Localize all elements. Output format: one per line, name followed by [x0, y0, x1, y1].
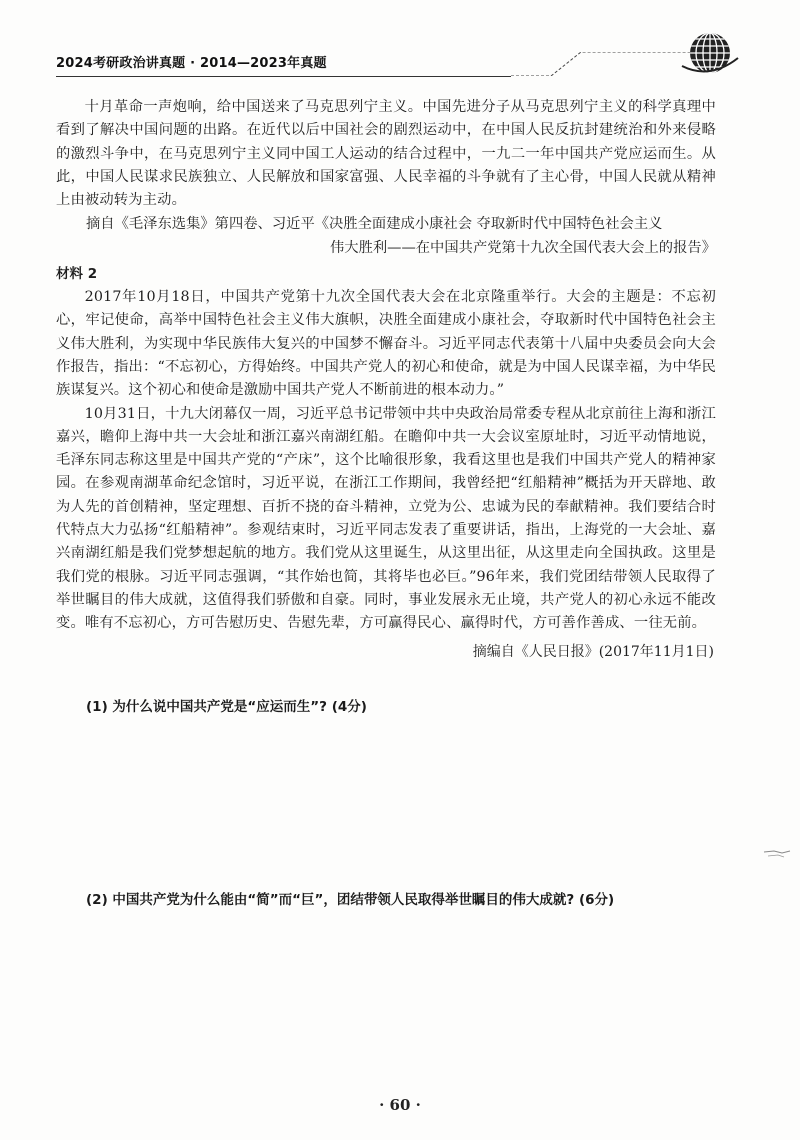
material1-source-line1: 摘自《毛泽东选集》第四卷、习近平《决胜全面建成小康社会 夺取新时代中国特色社会主义 [86, 216, 663, 233]
material2-paragraph2: 10月31日，十九大闭幕仅一周，习近平总书记带领中共中央政治局常委专程从北京前往上海和浙江嘉兴，瞻仰上海中共一大会址和浙江嘉兴南湖红船。在瞻仰中共一大会议室原址时，习近平动情地说，毛泽东同志称这里是中国共产党的“产床”，这个比喻很形象，我看这里也是我们中国共产党人的精神家园。在参观南湖革命纪念馆时，习近平说，在浙江工作期间，我曾经把“红船精神”概括为开天辟地、敢为人先的首创精神，坚定理想、百折不挠的奋斗精神，立党为公、忠诚为民的奉献精神。我们要结合时代特点大力弘扬“红船精神”。参观结束时，习近平同志发表了重要讲话，指出，上海党的一大会址、嘉兴南湖红船是我们党梦想起航的地方。我们党从这里诞生，从这里出征，从这里走向全国执政。这里是我们党的根脉。习近平同志强调，“其作始也简，其将毕也必巨。”96年来，我们党团结带领人民取得了举世瞩目的伟大成就，这值得我们骄傲和自豪。同时，事业发展永无止境，共产党人的初心永远不能改变。唯有不忘初心，方可告慰历史、告慰先辈，方可赢得民心、赢得时代，方可善作善成、一往无前。 [56, 405, 716, 632]
globe-icon [676, 28, 740, 78]
material1-source-line2: 伟大胜利——在中国共产党第十九次全国代表大会上的报告》 [329, 239, 716, 256]
question-1: (1) 为什么说中国共产党是“应运而生”? (4分) [86, 699, 367, 715]
material1-paragraph: 十月革命一声炮响，给中国送来了马克思列宁主义。中国先进分子从马克思列宁主义的科学真理中看到了解决中国问题的出路。在近代以后中国社会的剧烈运动中，在中国人民反抗封建统治和外来侵略的激烈斗争中，在马克思列宁主义同中国工人运动的结合过程中，一九二一年中国共产党应运而生。从此，中国人民谋求民族独立、人民解放和国家富强、人民幸福的斗争就有了主心骨，中国人民就从精神上由被动转为主动。 [56, 99, 716, 209]
material2-label: 材料 2 [56, 266, 98, 283]
header-dashed-line [511, 52, 691, 76]
page-number: · 60 · [379, 1096, 421, 1114]
header-title: 2024考研政治讲真题 · 2014—2023年真题 [56, 56, 327, 71]
pencil-mark [762, 838, 792, 868]
material2-paragraph1: 2017年10月18日，中国共产党第十九次全国代表大会在北京隆重举行。大会的主题是：不忘初心，牢记使命，高举中国特色社会主义伟大旗帜，决胜全面建成小康社会，夺取新时代中国特色社会主义伟大胜利，为实现中华民族伟大复兴的中国梦不懈奋斗。习近平同志代表第十八届中央委员会向大会作报告，指出：“不忘初心，方得始终。中国共产党人的初心和使命，就是为中国人民谋幸福，为中华民族谋复兴。这个初心和使命是激励中国共产党人不断前进的根本动力。” [56, 289, 716, 399]
material2-source: 摘编自《人民日报》(2017年11月1日) [472, 643, 714, 660]
question-2: (2) 中国共产党为什么能由“简”而“巨”，团结带领人民取得举世瞩目的伟大成就? (6分) [86, 892, 615, 908]
running-header [56, 46, 746, 86]
page-content [56, 96, 716, 664]
header-rule [56, 76, 511, 77]
